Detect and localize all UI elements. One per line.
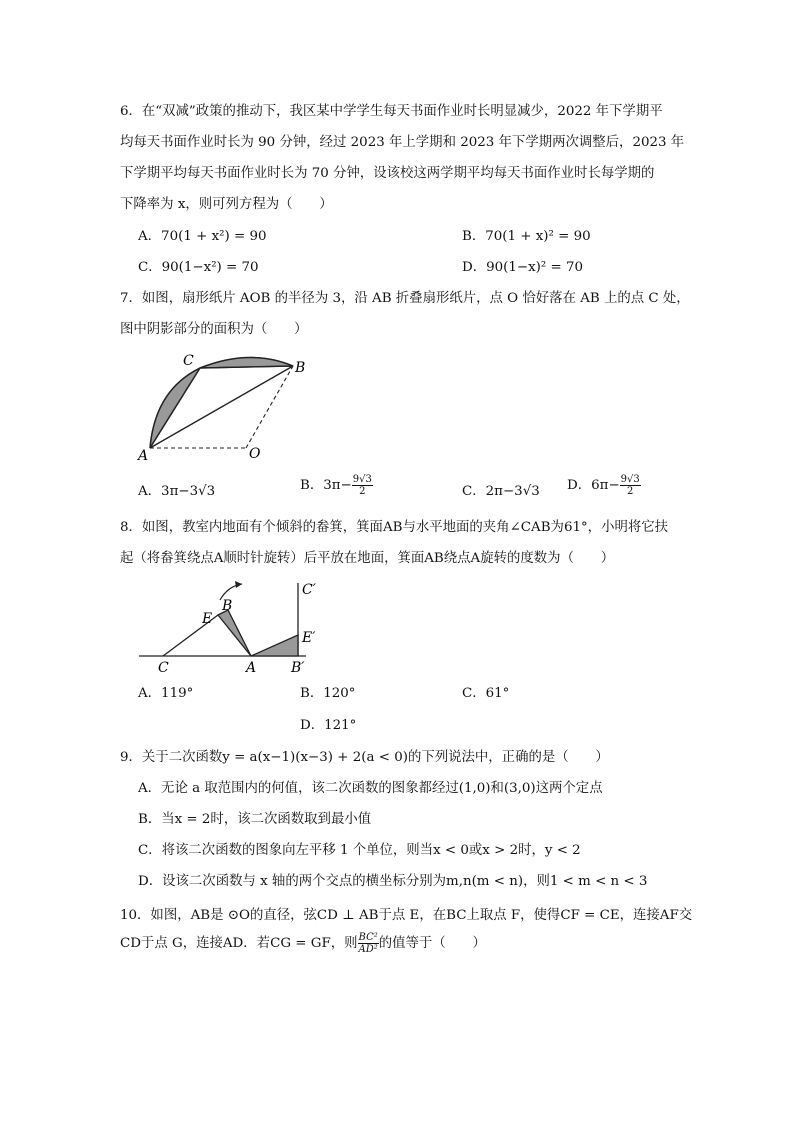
q10-line-2 — [120, 932, 486, 955]
q8-option-c: C．61° — [462, 686, 510, 701]
q8-option-a: A．119° — [138, 686, 194, 701]
q7-sector-figure — [130, 350, 320, 465]
q8-shaded-rotated — [251, 635, 298, 656]
q6-line-2: 均每天书面作业时长为 90 分钟，经过 2023 年上学期和 2023 年下学期两次调整后，2023 年 — [120, 135, 685, 150]
q7-label-b: B — [295, 360, 306, 376]
q7-option-d-prefix: D．6π− — [567, 478, 620, 493]
q8-arrowhead — [235, 581, 242, 588]
q7-option-d-fraction — [620, 474, 641, 497]
q9-option-b: B．当x = 2时，该二次函数取到最小值 — [138, 812, 372, 827]
q7-option-c: C．2π−3√3 — [462, 484, 540, 499]
q7-option-b-denominator: 2 — [359, 486, 366, 497]
q9-option-d: D．设该二次函数与 x 轴的两个交点的横坐标分别为m,n(m < n)，则1 < m < n < 3 — [138, 874, 648, 889]
q6-option-a: A．70(1 + x²) = 90 — [138, 229, 267, 244]
q6-option-c: C．90(1−x²) = 70 — [138, 260, 259, 275]
q8-label-c: C — [158, 660, 169, 676]
q8-dustpan-figure — [136, 578, 336, 676]
q8-label-e: E — [202, 611, 213, 627]
q10-fraction — [358, 932, 379, 955]
q9-option-a: A．无论 a 取范围内的何值，该二次函数的图象都经过(1,0)和(3,0)这两个定点 — [138, 781, 603, 796]
q10-line-2-prefix: CD于点 G，连接AD．若CG = GF，则 — [120, 936, 358, 951]
q10-line-2-suffix: 的值等于（ ） — [378, 936, 486, 951]
q8-label-b: B — [222, 598, 233, 614]
q8-option-d: D．121° — [300, 718, 357, 733]
q7-option-a: A．3π−3√3 — [138, 484, 216, 499]
q8-shaded-dustpan — [218, 610, 251, 656]
q7-label-a: A — [138, 448, 149, 464]
q7-option-b-fraction — [352, 474, 373, 497]
q6-line-1: 6．在“双减”政策的推动下，我区某中学学生每天书面作业时长明显减少，2022 年下学期平 — [120, 104, 663, 119]
q7-option-b-prefix: B．3π− — [300, 478, 352, 493]
q8-option-b: B．120° — [300, 686, 356, 701]
q8-label-b-prime: B′ — [291, 660, 305, 676]
q6-option-d: D．90(1−x)² = 70 — [462, 260, 584, 275]
q7-line-2: 图中阴影部分的面积为（ ） — [120, 322, 308, 337]
q7-option-d-denominator: 2 — [627, 486, 634, 497]
q10-fraction-numerator: BC² — [358, 932, 378, 943]
q7-option-d-numerator: 9√3 — [620, 474, 640, 485]
q7-dashed-ob — [246, 366, 293, 448]
q8-label-a: A — [246, 660, 257, 676]
q7-option-d — [567, 474, 641, 497]
q8-label-c-prime: C′ — [302, 582, 316, 598]
q8-line-1: 8．如图，教室内地面有个倾斜的畚箕，箕面AB与水平地面的夹角∠CAB为61°，小明将它扶 — [120, 520, 669, 535]
q8-line-2: 起（将畚箕绕点A顺时针旋转）后平放在地面，箕面AB绕点A旋转的度数为（ ） — [120, 551, 615, 566]
q10-line-1: 10．如图，AB是 ⊙O的直径，弦CD ⊥ AB于点 E，在BC上取点 F，使得CF = CE，连接AF交 — [120, 908, 693, 923]
q7-label-c: C — [183, 353, 194, 369]
q7-option-b — [300, 474, 373, 497]
q8-label-e-prime: E′ — [302, 630, 316, 646]
q6-line-4: 下降率为 x，则可列方程为（ ） — [120, 197, 333, 212]
q7-line-1: 7．如图，扇形纸片 AOB 的半径为 3，沿 AB 折叠扇形纸片，点 O 恰好落在 AB 上的点 C 处， — [120, 291, 690, 306]
q9-line: 9．关于二次函数y = a(x−1)(x−3) + 2(a < 0)的下列说法中，正确的是（ ） — [120, 750, 609, 765]
q7-line-ac — [150, 368, 200, 448]
q6-option-b: B．70(1 + x)² = 90 — [462, 229, 591, 244]
q10-fraction-denominator: AD² — [358, 944, 378, 955]
q7-option-b-numerator: 9√3 — [352, 474, 372, 485]
q7-label-o: O — [249, 446, 261, 462]
q9-option-c: C．将该二次函数的图象向左平移 1 个单位，则当x < 0或x > 2时，y < 2 — [138, 843, 581, 858]
q6-line-3: 下学期平均每天书面作业时长为 70 分钟，设该校这两学期平均每天书面作业时长每学期的 — [120, 166, 655, 181]
